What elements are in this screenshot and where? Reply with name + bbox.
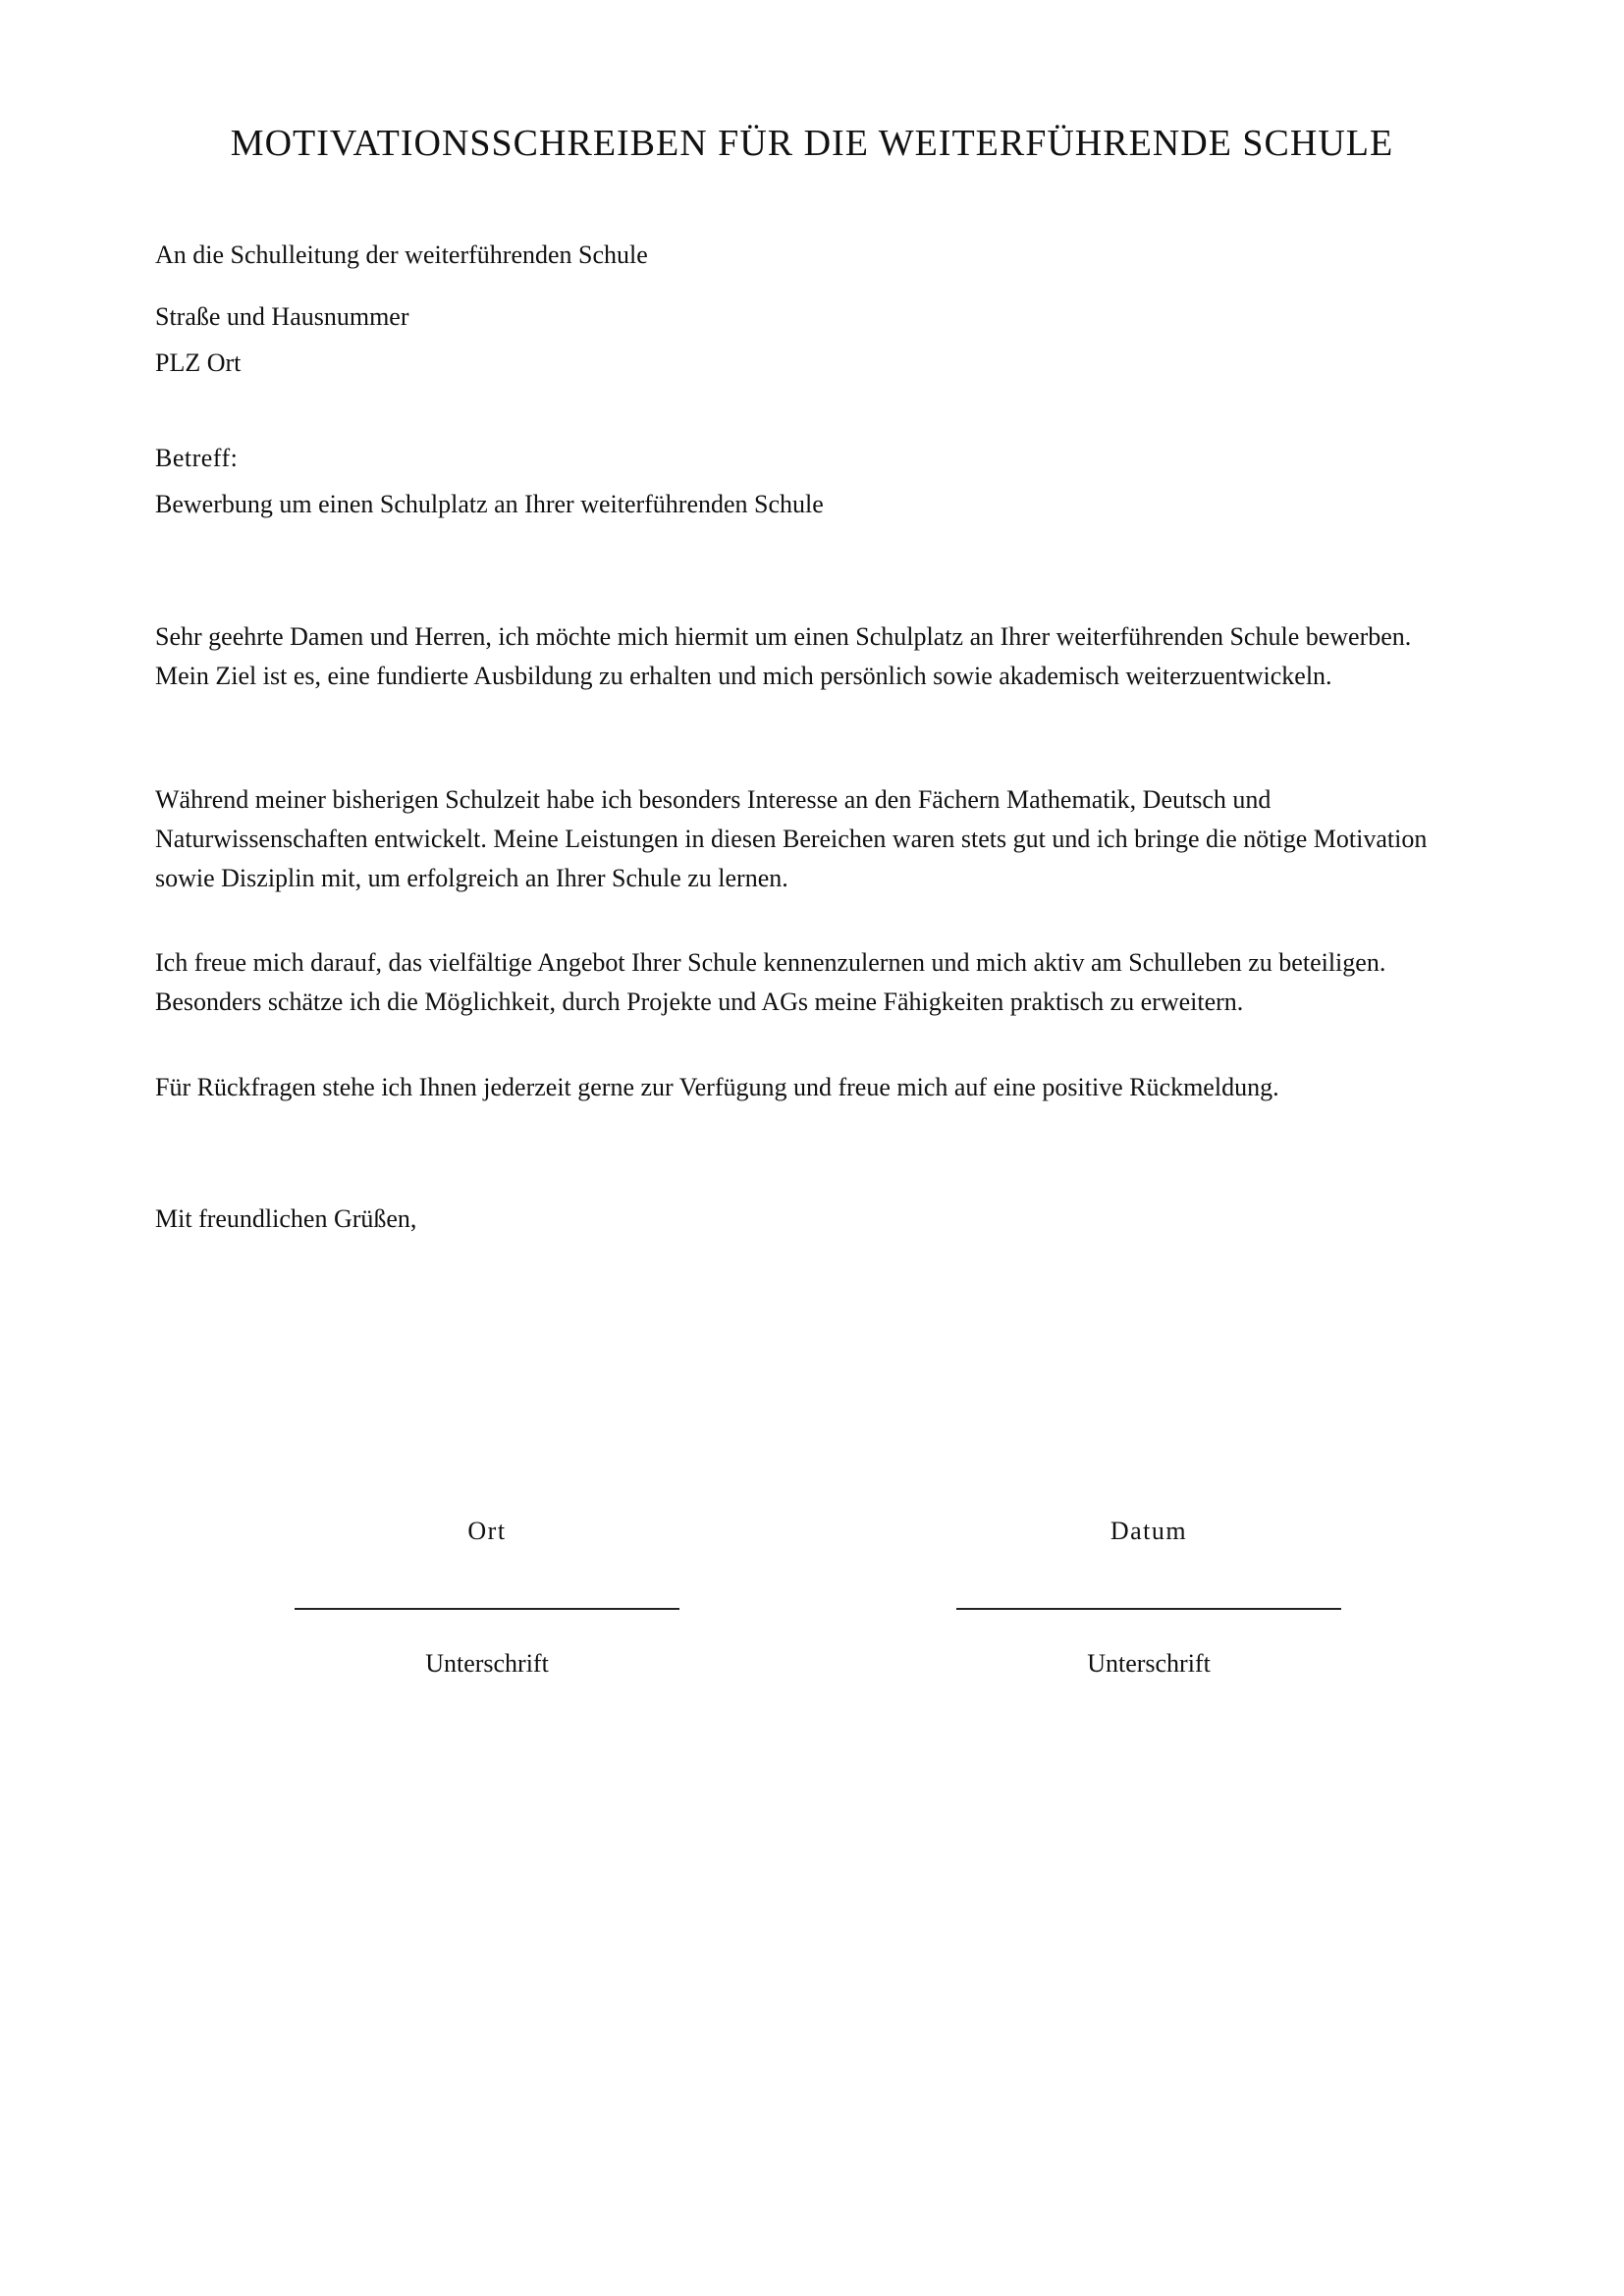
body-paragraph-2: Während meiner bisherigen Schulzeit habe ich besonders Interesse an den Fächern Mathematik, Deutsch und Naturwissenschaften entwickelt. Meine Leistungen in diesen Bereichen waren stets gut und ich bringe die nötige Motivation sowie Disziplin mit, um erfolgreich an Ihrer Schule zu lernen.: [155, 785, 1428, 892]
signature-line-right-rule: [956, 1608, 1341, 1610]
signature-caption-place: Ort: [467, 1517, 507, 1545]
subject-label: Betreff:: [155, 444, 239, 472]
signature-label-right: Unterschrift: [1087, 1649, 1211, 1678]
signature-line-left-rule: [295, 1608, 679, 1610]
signature-line-right: [952, 1590, 1345, 1610]
closing-salutation: Mit freundlichen Grüßen,: [155, 1204, 417, 1233]
recipient-city: PLZ Ort: [155, 348, 242, 377]
document-title: MOTIVATIONSSCHREIBEN FÜR DIE WEITERFÜHRENDE SCHULE: [230, 123, 1394, 164]
body-paragraph-1: Sehr geehrte Damen und Herren, ich möchte mich hiermit um einen Schulplatz an Ihrer weiterführenden Schule bewerben. Mein Ziel ist es, eine fundierte Ausbildung zu erhalten und mich persönlich sowie akademisch weiterzuentwickeln.: [155, 622, 1412, 690]
subject-text: Bewerbung um einen Schulplatz an Ihrer weiterführenden Schule: [155, 490, 824, 518]
signature-label-left: Unterschrift: [425, 1649, 549, 1678]
signature-line-left: [291, 1590, 683, 1610]
signature-caption-date: Datum: [1110, 1517, 1188, 1545]
body-paragraph-3: Ich freue mich darauf, das vielfältige Angebot Ihrer Schule kennenzulernen und mich aktiv am Schulleben zu beteiligen. Besonders schätze ich die Möglichkeit, durch Projekte und AGs meine Fähigkeiten praktisch zu erweitern.: [155, 948, 1386, 1016]
body-paragraph-4: Für Rückfragen stehe ich Ihnen jederzeit gerne zur Verfügung und freue mich auf eine positive Rückmeldung.: [155, 1073, 1279, 1101]
recipient-street: Straße und Hausnummer: [155, 302, 409, 331]
recipient-name: An die Schulleitung der weiterführenden Schule: [155, 240, 648, 269]
